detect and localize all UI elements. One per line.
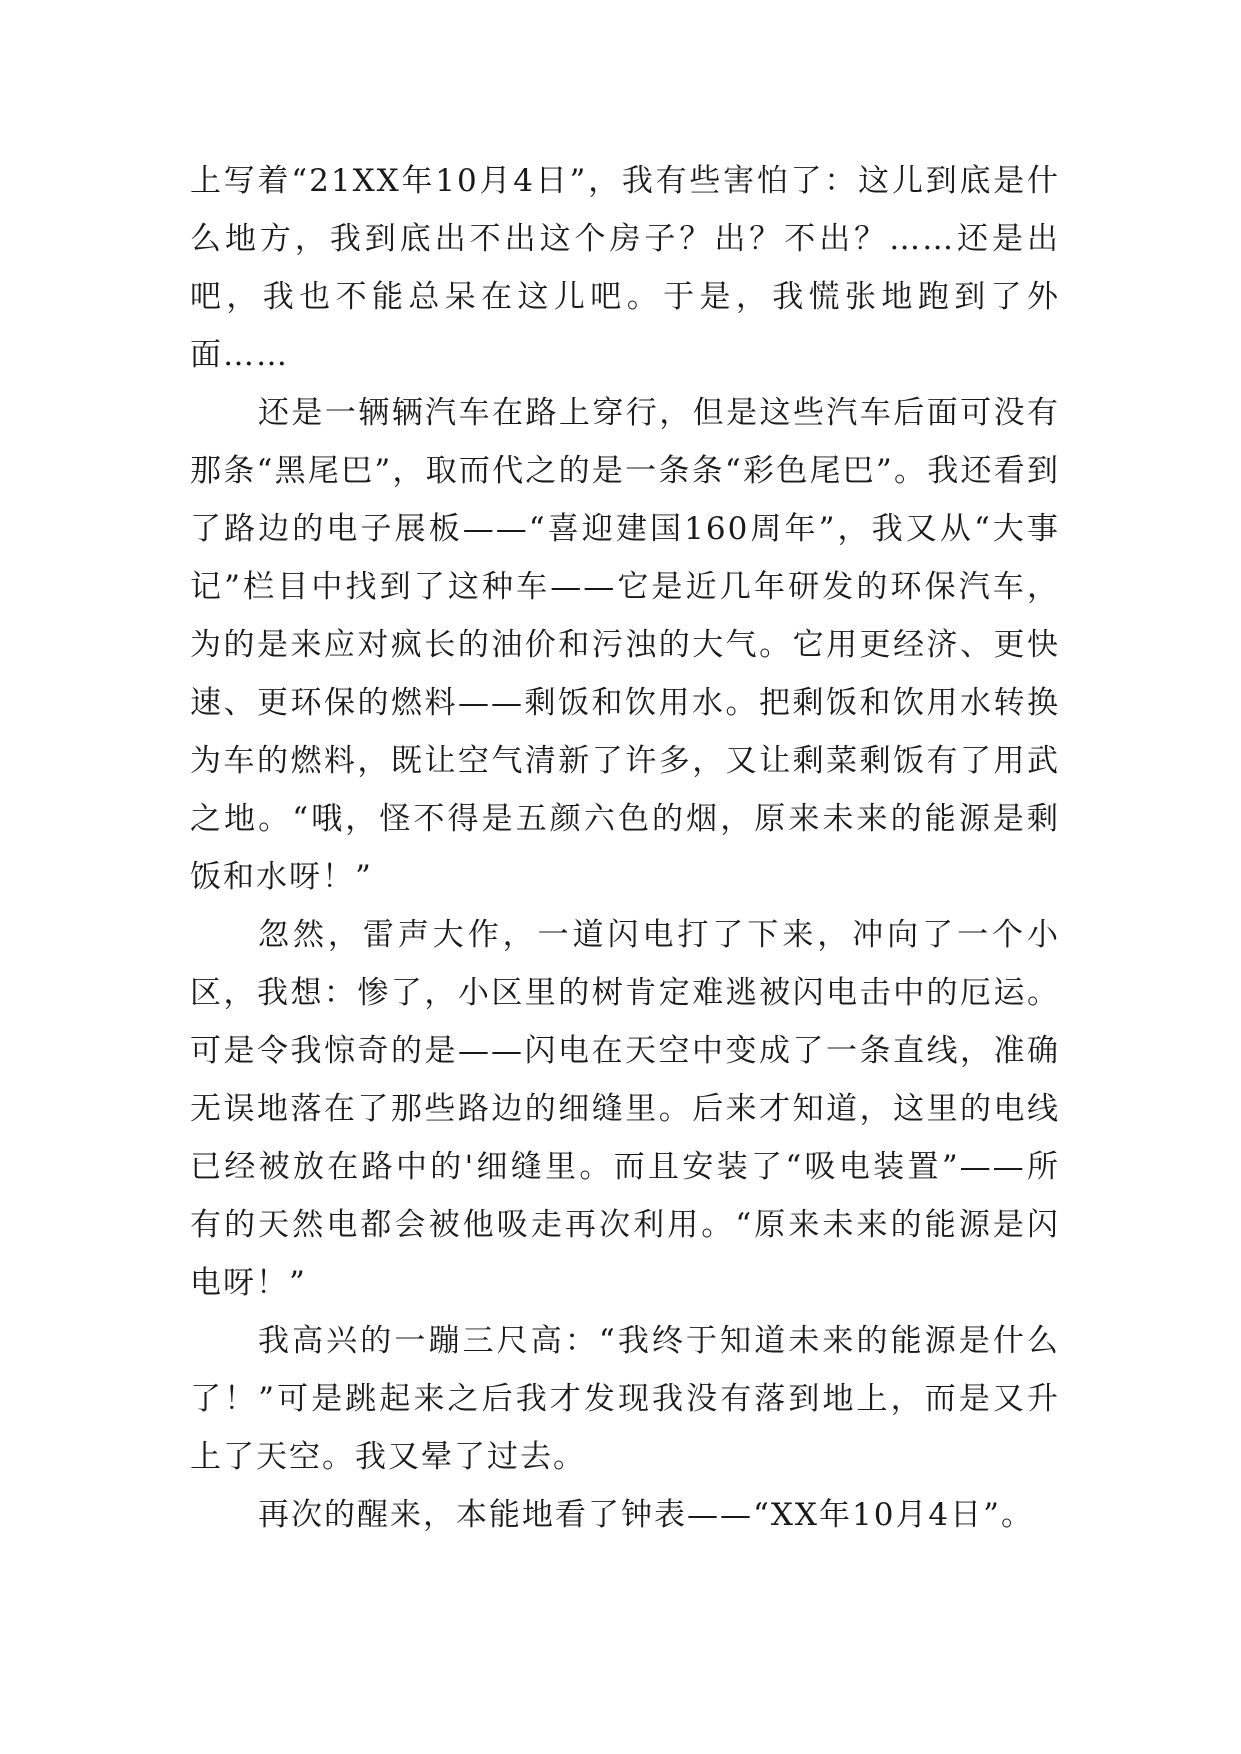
paragraph-continuation: 上写着“21XX年10月4日”，我有些害怕了：这儿到底是什么地方，我到底出不出这个房子？出？不出？……还是出吧，我也不能总呆在这儿吧。于是，我慌张地跑到了外面……: [190, 163, 1060, 373]
paragraph-lightning: 忽然，雷声大作，一道闪电打了下来，冲向了一个小区，我想：惨了，小区里的树肯定难逃被闪电击中的厄运。可是令我惊奇的是——闪电在天空中变成了一条直线，准确无误地落在了那些路边的细缝里。后来才知道，这里的电线已经被放在路中的'细缝里。而且安装了“吸电装置”——所有的天然电都会被他吸走再次利用。“原来未来的能源是闪电呀！”: [190, 917, 1060, 1301]
story-text: [190, 152, 1060, 1544]
paragraph-wake-up: 再次的醒来，本能地看了钟表——“XX年10月4日”。: [258, 1497, 1035, 1533]
paragraph-eco-cars: 还是一辆辆汽车在路上穿行，但是这些汽车后面可没有那条“黑尾巴”，取而代之的是一条条“彩色尾巴”。我还看到了路边的电子展板——“喜迎建国160周年”，我又从“大事记”栏目中找到了这种车——它是近几年研发的环保汽车，为的是来应对疯长的油价和污浊的大气。它用更经济、更快速、更环保的燃料——剩饭和饮用水。把剩饭和饮用水转换为车的燃料，既让空气清新了许多，又让剩菜剩饭有了用武之地。“哦，怪不得是五颜六色的烟，原来未来的能源是剩饭和水呀！”: [190, 395, 1060, 895]
paragraph-jump: 我高兴的一蹦三尺高：“我终于知道未来的能源是什么了！”可是跳起来之后我才发现我没有落到地上，而是又升上了天空。我又晕了过去。: [190, 1323, 1060, 1475]
